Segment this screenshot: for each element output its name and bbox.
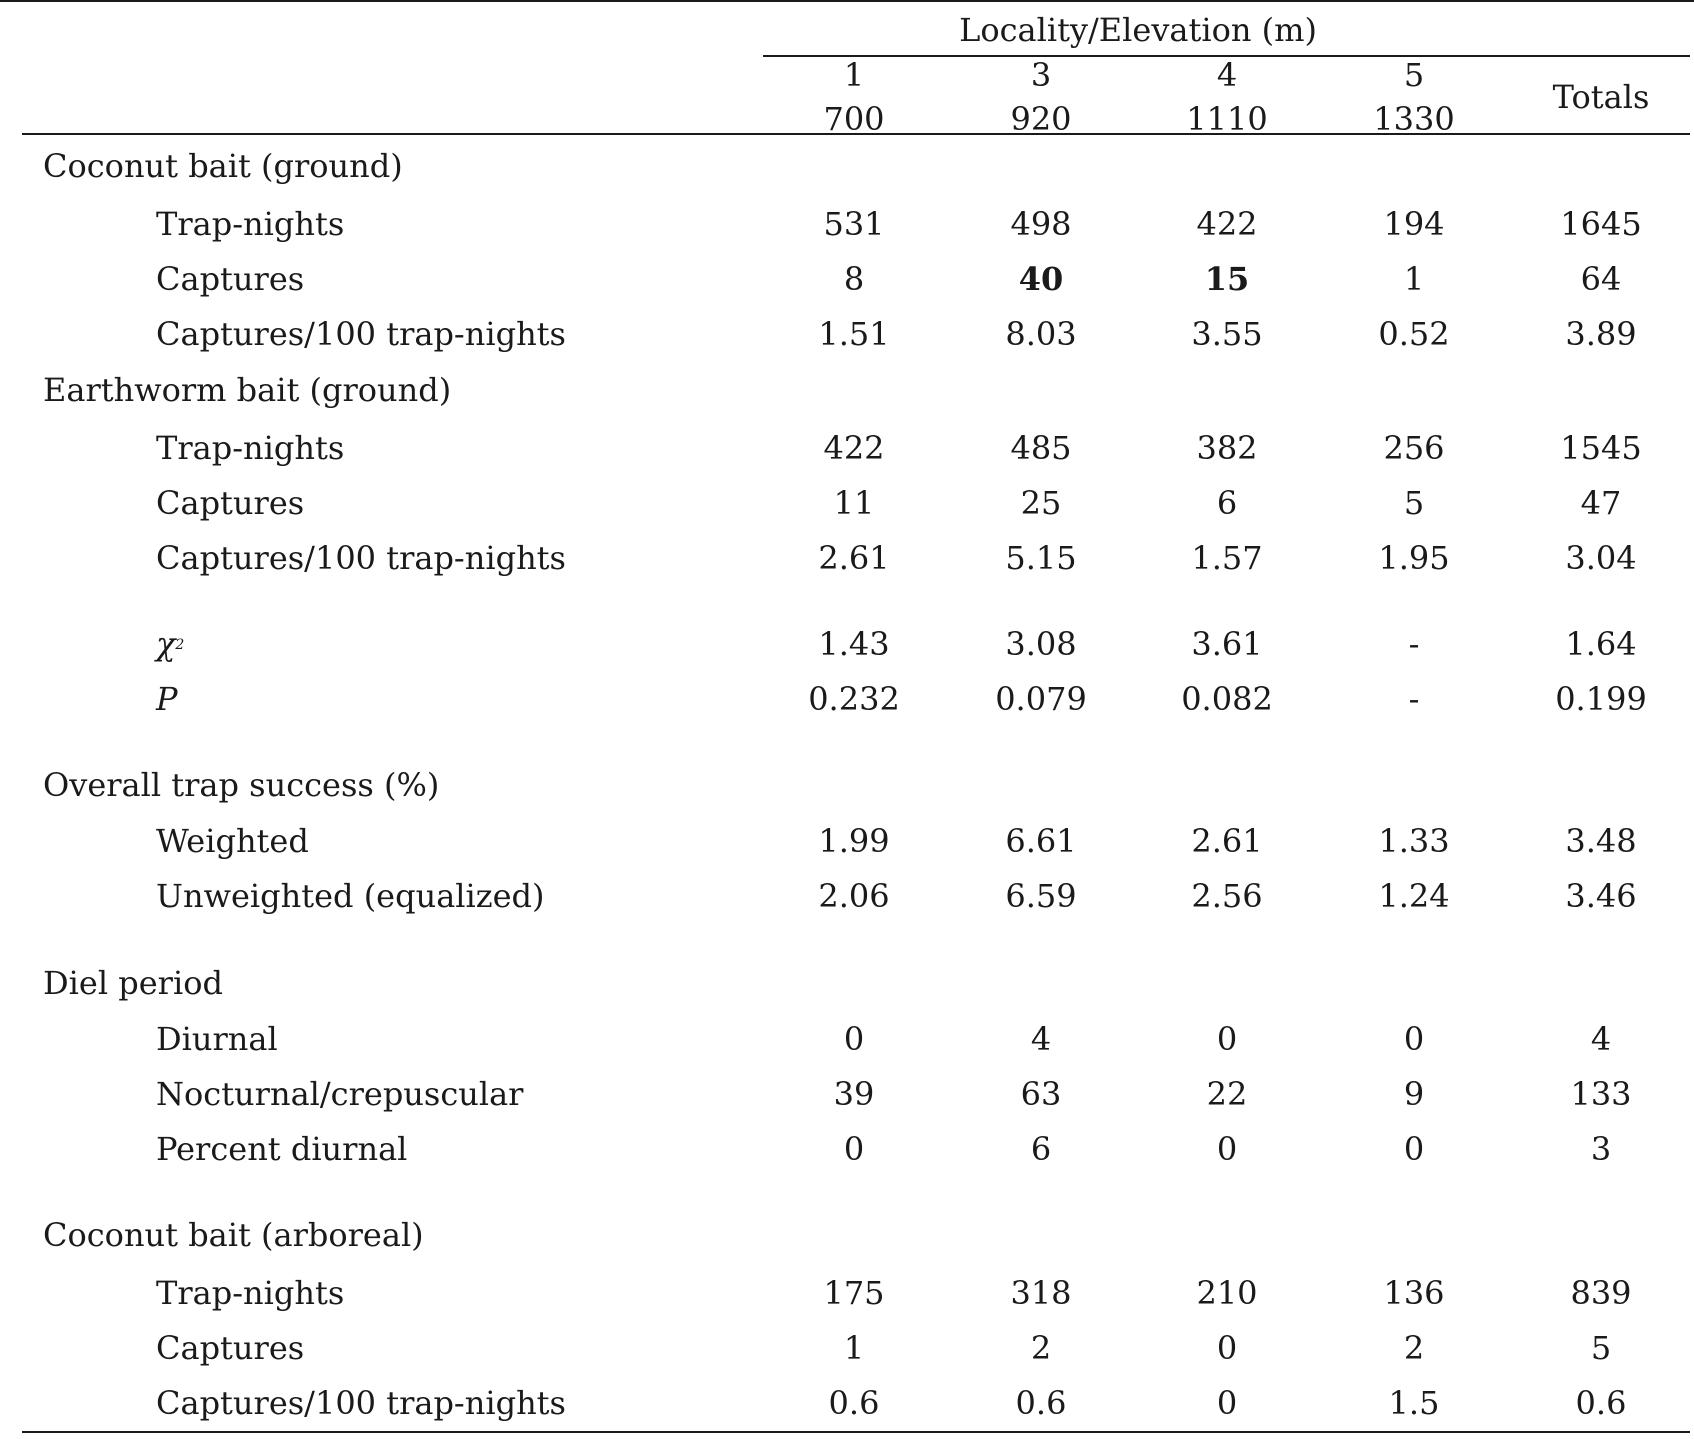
column-locality: 5 bbox=[1403, 56, 1425, 94]
row-label: Trap-nights bbox=[156, 429, 345, 467]
table-cell: 1 bbox=[843, 1329, 865, 1367]
table-cell: 1.43 bbox=[818, 625, 890, 663]
table-cell: 1.57 bbox=[1191, 539, 1263, 577]
row-label: Percent diurnal bbox=[156, 1130, 408, 1168]
totals-header: Totals bbox=[1552, 78, 1650, 116]
table-cell: 8.03 bbox=[1005, 315, 1077, 353]
table-cell: 6 bbox=[1030, 1130, 1052, 1168]
locality-elevation-header: Locality/Elevation (m) bbox=[959, 11, 1317, 49]
table-cell: 5 bbox=[1403, 484, 1425, 522]
table-cell: 0.079 bbox=[995, 680, 1087, 718]
table-cell: 6.61 bbox=[1005, 822, 1077, 860]
row-label: Nocturnal/crepuscular bbox=[156, 1075, 524, 1113]
table-cell-total: 47 bbox=[1580, 484, 1622, 522]
table-cell: 422 bbox=[1196, 205, 1258, 243]
top-rule bbox=[0, 0, 1694, 2]
row-label: Weighted bbox=[156, 822, 309, 860]
column-locality: 1 bbox=[843, 56, 865, 94]
section-title: Overall trap success (%) bbox=[43, 766, 440, 804]
table-cell-total: 0.6 bbox=[1575, 1384, 1627, 1422]
column-elevation: 1330 bbox=[1373, 100, 1455, 138]
row-label: Captures/100 trap-nights bbox=[156, 315, 566, 353]
table-cell: 2 bbox=[1030, 1329, 1052, 1367]
table-cell: 382 bbox=[1196, 429, 1258, 467]
column-locality: 3 bbox=[1030, 56, 1052, 94]
table-cell-total: 133 bbox=[1570, 1075, 1632, 1113]
row-label: Captures/100 trap-nights bbox=[156, 539, 566, 577]
table-cell: 3.61 bbox=[1191, 625, 1263, 663]
table-cell-total: 1645 bbox=[1560, 205, 1642, 243]
table-cell: 531 bbox=[823, 205, 885, 243]
row-label: Captures bbox=[156, 1329, 305, 1367]
table-cell: 2.06 bbox=[818, 877, 890, 915]
table-cell: 1 bbox=[1403, 260, 1425, 298]
table-cell: 2.61 bbox=[818, 539, 890, 577]
table-cell: 194 bbox=[1383, 205, 1445, 243]
table-cell: 22 bbox=[1206, 1075, 1248, 1113]
column-elevation: 700 bbox=[823, 100, 885, 138]
table-cell: 0 bbox=[1216, 1384, 1238, 1422]
table-cell-total: 4 bbox=[1590, 1020, 1612, 1058]
table-cell: 210 bbox=[1196, 1274, 1258, 1312]
table-cell: 0 bbox=[1403, 1020, 1425, 1058]
table-cell: 0 bbox=[1216, 1130, 1238, 1168]
table-cell-bold: 40 bbox=[1018, 260, 1064, 298]
table-cell-total: 5 bbox=[1590, 1329, 1612, 1367]
column-locality: 4 bbox=[1216, 56, 1238, 94]
table-cell-total: 3.48 bbox=[1565, 822, 1637, 860]
table-cell-total: 3.04 bbox=[1565, 539, 1637, 577]
table-cell: 2 bbox=[1403, 1329, 1425, 1367]
section-title: Coconut bait (ground) bbox=[43, 147, 403, 185]
table-cell: 3.55 bbox=[1191, 315, 1263, 353]
table-cell-total: 3.89 bbox=[1565, 315, 1637, 353]
table-cell: 2.61 bbox=[1191, 822, 1263, 860]
table-cell: 4 bbox=[1030, 1020, 1052, 1058]
table-cell: 0 bbox=[1216, 1329, 1238, 1367]
table-cell: 3.08 bbox=[1005, 625, 1077, 663]
table-cell: - bbox=[1408, 680, 1420, 718]
table-cell: 8 bbox=[843, 260, 865, 298]
p-value-label: P bbox=[156, 680, 178, 718]
table-cell: 175 bbox=[823, 1274, 885, 1312]
table-cell: 1.5 bbox=[1388, 1384, 1440, 1422]
table-cell: 318 bbox=[1010, 1274, 1072, 1312]
table-cell: 1.24 bbox=[1378, 877, 1450, 915]
table-cell: 1.99 bbox=[818, 822, 890, 860]
table-cell: 1.95 bbox=[1378, 539, 1450, 577]
table-cell: 11 bbox=[833, 484, 875, 522]
row-label: Trap-nights bbox=[156, 205, 345, 243]
table-cell: 498 bbox=[1010, 205, 1072, 243]
row-label: Captures/100 trap-nights bbox=[156, 1384, 566, 1422]
row-label: Diurnal bbox=[156, 1020, 278, 1058]
table-cell-total: 64 bbox=[1580, 260, 1622, 298]
table-cell: 485 bbox=[1010, 429, 1072, 467]
table-cell: 0.6 bbox=[828, 1384, 880, 1422]
row-label: Unweighted (equalized) bbox=[156, 877, 545, 915]
table-cell-total: 839 bbox=[1570, 1274, 1632, 1312]
column-elevation: 920 bbox=[1010, 100, 1072, 138]
table-cell: 25 bbox=[1020, 484, 1062, 522]
table-cell-total: 3.46 bbox=[1565, 877, 1637, 915]
table-cell: - bbox=[1408, 625, 1420, 663]
table-cell: 0 bbox=[1403, 1130, 1425, 1168]
row-label: Trap-nights bbox=[156, 1274, 345, 1312]
table-cell-bold: 15 bbox=[1204, 260, 1250, 298]
table-cell: 1.51 bbox=[818, 315, 890, 353]
table-cell: 136 bbox=[1383, 1274, 1445, 1312]
section-title: Coconut bait (arboreal) bbox=[43, 1216, 424, 1254]
table-cell: 0.52 bbox=[1378, 315, 1450, 353]
table-cell: 39 bbox=[833, 1075, 875, 1113]
table-cell: 0 bbox=[1216, 1020, 1238, 1058]
table-cell: 422 bbox=[823, 429, 885, 467]
column-elevation: 1110 bbox=[1186, 100, 1268, 138]
table-cell: 0.232 bbox=[808, 680, 900, 718]
bottom-rule bbox=[22, 1431, 1690, 1433]
table-cell: 6 bbox=[1216, 484, 1238, 522]
table-cell: 256 bbox=[1383, 429, 1445, 467]
section-title: Diel period bbox=[43, 964, 223, 1002]
table-cell: 0.082 bbox=[1181, 680, 1273, 718]
table-cell-total: 0.199 bbox=[1555, 680, 1647, 718]
table-cell: 9 bbox=[1403, 1075, 1425, 1113]
row-label: Captures bbox=[156, 484, 305, 522]
table-cell-total: 3 bbox=[1590, 1130, 1612, 1168]
table-cell: 6.59 bbox=[1005, 877, 1077, 915]
table-cell: 1.33 bbox=[1378, 822, 1450, 860]
table-cell: 63 bbox=[1020, 1075, 1062, 1113]
section-title: Earthworm bait (ground) bbox=[43, 371, 452, 409]
table-cell-total: 1.64 bbox=[1565, 625, 1637, 663]
table-cell: 5.15 bbox=[1005, 539, 1077, 577]
table-cell-total: 1545 bbox=[1560, 429, 1642, 467]
table-cell: 0.6 bbox=[1015, 1384, 1067, 1422]
table-cell: 0 bbox=[843, 1130, 865, 1168]
row-label: Captures bbox=[156, 260, 305, 298]
table-cell: 2.56 bbox=[1191, 877, 1263, 915]
chi-square-label: $\chi^2$ bbox=[156, 625, 185, 663]
table-cell: 0 bbox=[843, 1020, 865, 1058]
